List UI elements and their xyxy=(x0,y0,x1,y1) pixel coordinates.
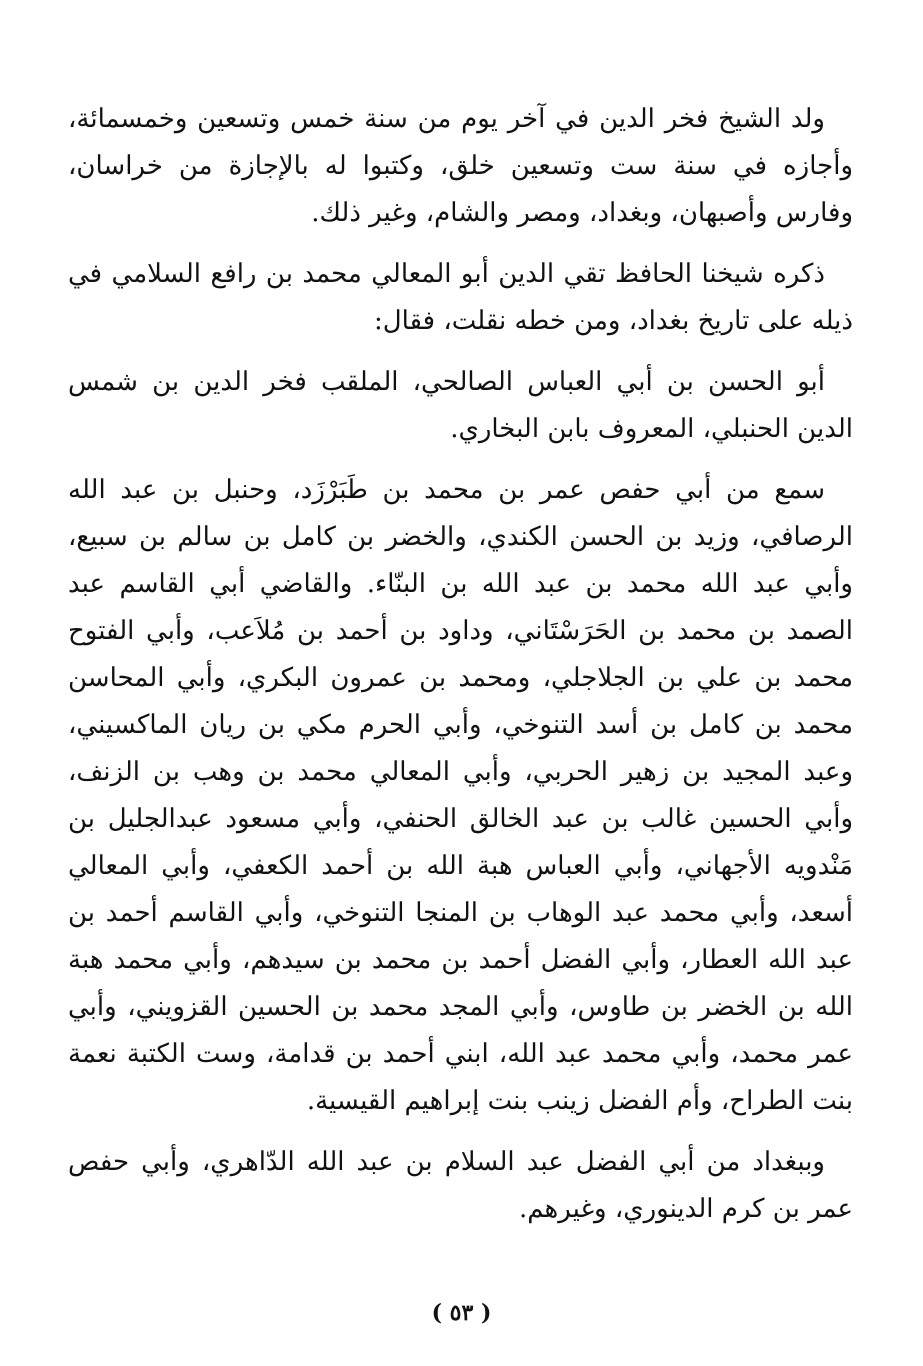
paragraph-name: أبو الحسن بن أبي العباس الصالحي، الملقب فخر الدين بن شمس الدين الحنبلي، المعروف بابن البخاري. xyxy=(68,367,853,444)
paragraph-baghdad: وببغداد من أبي الفضل عبد السلام بن عبد الله الدّاهري، وأبي حفص عمر بن كرم الدينوري، وغيرهم. xyxy=(68,1147,853,1224)
paragraph-teachers: سمع من أبي حفص عمر بن محمد بن طَبَرْزَد، وحنبل بن عبد الله الرصافي، وزيد بن الحسن الكندي، والخضر بن كامل بن سالم بن سبيع، وأبي عبد الله محمد بن عبد الله بن البنّاء. والقاضي أبي القاسم عبد الصمد بن محمد بن الحَرَسْتَاني، وداود بن أحمد بن مُلاَعب، وأبي الفتوح محمد بن علي بن الجلاجلي، ومحمد بن عمرون البكري، وأبي المحاسن محمد بن كامل بن أسد التنوخي، وأبي الحرم مكي بن ريان الماكسيني، وعبد المجيد بن زهير الحربي، وأبي المعالي محمد بن وهب بن الزنف، وأبي الحسين غالب بن عبد الخالق الحنفي، وأبي مسعود عبدالجليل بن مَنْدويه الأجهاني، وأبي العباس هبة الله بن أحمد الكعفي، وأبي المعالي أسعد، وأبي محمد عبد الوهاب بن المنجا التنوخي، وأبي القاسم أحمد بن عبد الله العطار، وأبي الفضل أحمد بن محمد بن سيدهم، وأبي محمد هبة الله بن الخضر بن طاوس، وأبي المجد محمد بن الحسين القزويني، وأبي عمر محمد، وأبي محمد عبد الله، ابني أحمد بن قدامة، وست الكتبة نعمة بنت الطراح، وأم الفضل زينب بنت إبراهيم القيسية. xyxy=(68,475,853,1116)
paragraph-mention: ذكره شيخنا الحافظ تقي الدين أبو المعالي محمد بن رافع السلامي في ذيله على تاريخ بغداد، ومن خطه نقلت، فقال: xyxy=(68,259,853,336)
page-body xyxy=(68,96,853,1247)
paragraph-birth: ولد الشيخ فخر الدين في آخر يوم من سنة خمس وتسعين وخمسمائة، وأجازه في سنة ست وتسعين خلق، وكتبوا له بالإجازة من خراسان، وفارس وأصبهان، وبغداد، ومصر والشام، وغير ذلك. xyxy=(68,104,853,228)
page-number: ( ٥٣ ) xyxy=(431,1300,492,1326)
